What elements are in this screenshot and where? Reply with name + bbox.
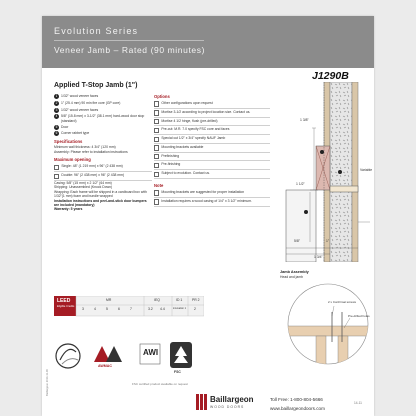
header-band	[42, 16, 374, 68]
leed-value: 5	[106, 307, 108, 311]
leed-value: 3.2	[148, 307, 153, 311]
leed-value: 4.4	[160, 307, 165, 311]
wrapping-spec: Wrapping: Each frame will be shipped in a cardboard box with 1/32"(1 mm) foam and bundle wrapped	[54, 189, 147, 199]
warranty-spec: Warranty: 5 years	[54, 207, 83, 212]
checkbox-icon	[154, 190, 159, 195]
component-item	[54, 114, 152, 123]
checkbox-icon	[54, 165, 59, 170]
certification-logos	[54, 334, 254, 378]
leed-header: MR	[106, 298, 112, 302]
predrilled-label: Pre-drilled holes	[348, 314, 370, 318]
dimension-label: 1"	[326, 239, 330, 243]
fsc-logo-icon	[170, 342, 192, 368]
dimension-label: 1 3/8"	[300, 118, 309, 122]
variable-label: Variable	[360, 168, 373, 172]
shipping-spec: Shipping: Unassembled (Knock Down)	[54, 185, 113, 190]
component-number: 4	[55, 114, 58, 119]
option-item: Pre-finishing	[154, 161, 270, 170]
option-item: Mortise 3-1/2 according to project location size. Contact us.	[154, 109, 270, 118]
checkbox-icon	[154, 145, 159, 150]
screws-label: 2 x Confirmat screws	[328, 300, 357, 304]
option-item: Other configurations upon request	[154, 100, 270, 109]
baillargeon-logo-icon	[196, 394, 208, 410]
component-text: 1/32" wood veneer faces	[61, 94, 99, 98]
leed-value: 2	[194, 307, 196, 311]
fsc-caption: FSC certified product available on request	[132, 382, 188, 386]
checkbox-icon	[54, 174, 59, 179]
component-item	[54, 101, 152, 106]
options-column	[154, 82, 270, 207]
assembly-note: Assembly: Please refer to installation instructions	[54, 149, 128, 154]
component-number: 2	[55, 100, 58, 105]
component-text: Door	[61, 124, 69, 129]
min-wall-thickness: Minimum wall thickness: 4 3/4" (120 mm)	[54, 145, 116, 150]
gbc-logo-icon	[56, 344, 80, 368]
assembly-title: Jamb Assembly	[280, 270, 309, 274]
series-title: Evolution Series	[54, 26, 139, 36]
vertical-print-code: Baillargeon 2014-11-06	[46, 369, 49, 396]
max-opening-double: Double: 96" (2 438 mm) x 96" (2 438 mm)	[54, 172, 152, 181]
brand-name: Baillargeon	[210, 395, 254, 404]
max-opening-heading: Maximum opening	[54, 157, 91, 163]
product-title: Applied T-Stop Jamb (1")	[54, 82, 138, 89]
component-item	[54, 108, 152, 113]
component-number: 1	[55, 94, 58, 98]
component-text: 1/32" wood veneer faces	[61, 107, 99, 112]
fsc-label: FSC	[174, 370, 181, 374]
leed-header: ID 1	[176, 298, 183, 302]
dimension-label: 1 3/4"	[314, 255, 323, 259]
assembly-detail	[286, 282, 370, 366]
option-item: Mortise 4 1/2 hinge, flush (pre-drilled)	[154, 118, 270, 127]
note-item: Installation requires a wood casing of 1/4" x 3 1/2" minimum.	[154, 198, 270, 207]
checkbox-icon	[154, 154, 159, 159]
jamb-section-svg	[270, 82, 374, 262]
component-text: 5/8" (15.8 mm) x 3-1/2" (38.1 mm) hard-wood door stop (standard)	[61, 114, 145, 123]
option-item: Subject to evolution. Contact us.	[154, 170, 270, 179]
component-number: 5	[55, 124, 58, 129]
header-divider	[54, 40, 204, 41]
dimension-label: 5/8"	[294, 239, 300, 243]
component-number: 6	[55, 131, 58, 136]
spec-sheet	[42, 16, 374, 416]
checkbox-icon	[154, 172, 159, 177]
leed-header: IEQ	[154, 298, 160, 302]
checkbox-icon	[154, 137, 159, 142]
option-item: Mounting brackets available	[154, 144, 270, 153]
checkbox-icon	[154, 199, 159, 204]
checkbox-icon	[154, 101, 159, 106]
leed-table	[54, 296, 204, 326]
component-item	[54, 125, 152, 130]
leed-value: 3	[82, 307, 84, 311]
series-subtitle: Veneer Jamb – Rated (90 minutes)	[54, 45, 206, 55]
checkbox-icon	[154, 128, 159, 133]
website-link[interactable]: www.baillargeondoors.com	[270, 406, 325, 411]
assembly-detail-svg	[286, 282, 370, 366]
product-code: J1290B	[312, 70, 349, 82]
awi-label: AWI	[143, 348, 159, 357]
awmac-logo-icon	[94, 346, 128, 362]
assembly-subtitle: Head and jamb	[280, 275, 303, 279]
note-heading: Note	[154, 183, 164, 189]
casing-spec: Casing: 5/8" (15 mm) x 2 1/2" (64 mm)	[54, 180, 112, 185]
revision-date: 14-11	[354, 401, 362, 405]
component-number: 3	[55, 107, 58, 112]
leed-value: 6	[118, 307, 120, 311]
brand-logo	[196, 394, 256, 414]
leed-sublabel: Eligible Credits	[57, 305, 75, 308]
option-item: Prefinishing	[154, 153, 270, 162]
section-drawing	[270, 82, 374, 262]
toll-free-phone[interactable]: Toll Free: 1-800-804-5666	[270, 397, 323, 402]
product-column	[54, 82, 152, 212]
note-item: Mounting brackets are suggested for proper installation	[154, 189, 270, 198]
option-item: Pre-cut: M.R. 7.0 specify FSC core and faces	[154, 126, 270, 135]
awmac-label: AWMAC	[98, 364, 112, 368]
leed-value: 7	[130, 307, 132, 311]
checkbox-icon	[154, 110, 159, 115]
component-text: 1" (25.4 mm) 90 min fire core (GP core)	[61, 100, 121, 105]
dimension-label: 1 1/2"	[296, 182, 305, 186]
component-item	[54, 94, 152, 99]
specifications-heading: Specifications	[54, 139, 83, 145]
installation-note: Installation instructions and peel-and-stick door bumpers are included (mandatory)	[54, 198, 147, 207]
checkbox-icon	[154, 119, 159, 124]
max-opening-single: Single: 48" (1 219 mm) x 96" (2 438 mm)	[54, 163, 152, 172]
options-heading: Options	[154, 94, 170, 99]
option-item: Special cut 1/2" x 3/4" specify NAUF Jamb	[154, 135, 270, 144]
leed-value: 4	[94, 307, 96, 311]
leed-header: PR 2	[192, 298, 200, 302]
component-text: Corner rabbet type	[61, 131, 90, 136]
brand-subtitle: WOOD DOORS	[210, 405, 245, 409]
leed-label: LEED	[57, 298, 71, 304]
leed-value: innovation 1	[173, 307, 186, 310]
component-item	[54, 131, 152, 136]
checkbox-icon	[154, 163, 159, 168]
